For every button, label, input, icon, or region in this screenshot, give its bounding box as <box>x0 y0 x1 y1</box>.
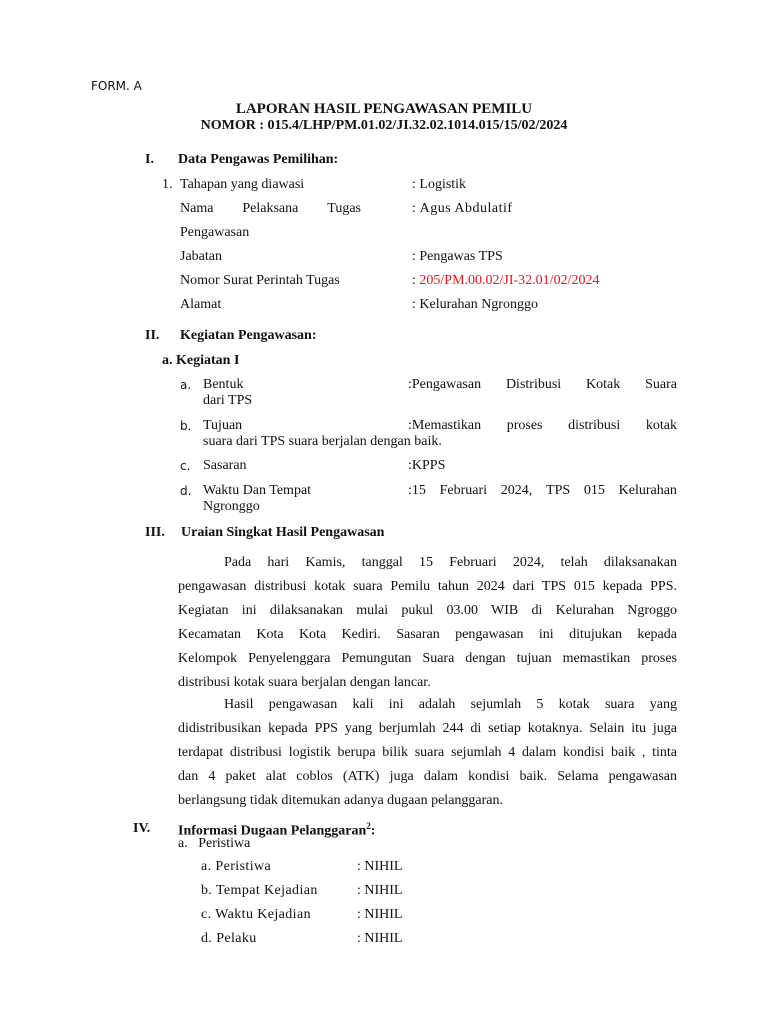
label-peristiwa: a. Peristiwa <box>201 859 272 874</box>
value-waktu-tempat: :15 Februari 2024, TPS 015 Kelurahan <box>408 483 677 498</box>
label-alamat: Alamat <box>180 297 222 312</box>
label-nama-pelaksana: Nama Pelaksana Tugas <box>180 201 361 216</box>
label-nama-pelaksana-cont: Pengawasan <box>180 225 250 240</box>
paragraph-1-line: Kecamatan Kota Kota Kediri. Sasaran pengawasan ini ditujukan kepada <box>178 627 677 642</box>
value-bentuk: :Pengawasan Distribusi Kotak Suara <box>408 377 677 392</box>
value-tahapan: : Logistik <box>412 177 467 192</box>
section-1-number: I. <box>145 152 154 167</box>
form-label: FORM. A <box>91 79 142 93</box>
kegiatan-subheading: a. Kegiatan I <box>162 353 240 368</box>
paragraph-1-line: Kelompok Penyelenggara Pemungutan Suara dengan tujuan memastikan proses <box>178 651 677 666</box>
item-c-letter: c. <box>180 459 191 473</box>
paragraph-1-line: distribusi kotak suara berjalan dengan lancar. <box>178 675 431 690</box>
label-bentuk: Bentuk <box>203 377 244 392</box>
section-3-number: III. <box>145 525 165 540</box>
label-waktu-tempat: Waktu Dan Tempat <box>203 483 312 498</box>
paragraph-2-line: dan 4 paket alat coblos (ATK) juga dalam kondisi baik. Selama pengawasan <box>178 769 677 784</box>
value-waktu-tempat-cont: Ngronggo <box>203 499 260 514</box>
paragraph-2 <box>178 693 677 813</box>
section-1-item-number: 1. <box>162 177 173 192</box>
value-jabatan: : Pengawas TPS <box>412 249 503 264</box>
label-waktu-kejadian: c. Waktu Kejadian <box>201 907 311 922</box>
label-nomor-surat: Nomor Surat Perintah Tugas <box>180 273 340 288</box>
item-d-letter: d. <box>180 484 192 498</box>
value-tujuan-cont: suara dari TPS suara berjalan dengan baik. <box>203 434 442 449</box>
paragraph-2-line: Hasil pengawasan kali ini adalah sejumlah 5 kotak suara yang <box>224 697 677 712</box>
document-number: NOMOR : 015.4/LHP/PM.01.02/JI.32.02.1014.015/15/02/2024 <box>200 118 568 133</box>
label-jabatan: Jabatan <box>180 249 222 264</box>
label-tahapan: Tahapan yang diawasi <box>180 177 305 192</box>
section-1-heading: Data Pengawas Pemilihan: <box>178 152 339 167</box>
section-4-number: IV. <box>133 821 151 836</box>
value-tempat-kejadian: : NIHIL <box>357 883 403 898</box>
paragraph-2-line: terdapat distribusi logistik berupa bilik suara sejumlah 4 dalam kondisi baik , tinta <box>178 745 677 760</box>
paragraph-1-line: pengawasan distribusi kotak suara Pemilu tahun 2024 dari TPS 015 kepada PPS. <box>178 579 677 594</box>
label-tempat-kejadian: b. Tempat Kejadian <box>201 883 318 898</box>
section-4-subheading: a. Peristiwa <box>178 836 251 851</box>
paragraph-2-line: berlangsung tidak ditemukan adanya dugaan pelanggaran. <box>178 793 503 808</box>
document-title: LAPORAN HASIL PENGAWASAN PEMILU <box>235 101 533 117</box>
item-a-letter: a. <box>180 378 192 392</box>
section-4-heading: Informasi Dugaan Pelanggaran$^2$: <box>178 821 376 839</box>
paragraph-1-line: Pada hari Kamis, tanggal 15 Februari 2024, telah dilaksanakan <box>224 555 677 570</box>
section-2-heading: Kegiatan Pengawasan: <box>180 328 317 343</box>
value-tujuan: :Memastikan proses distribusi kotak <box>408 418 677 433</box>
value-pelaku: : NIHIL <box>357 931 403 946</box>
paragraph-2-line: didistribusikan kepada PPS yang berjumlah 244 di setiap kotaknya. Selain itu juga <box>178 721 677 736</box>
label-pelaku: d. Pelaku <box>201 931 257 946</box>
paragraph-1-line: Kegiatan ini dilaksanakan mulai pukul 03.00 WIB di Kelurahan Ngroggo <box>178 603 677 618</box>
section-2-number: II. <box>145 328 160 343</box>
item-b-letter: b. <box>180 419 192 433</box>
section-3-heading: Uraian Singkat Hasil Pengawasan <box>181 525 385 540</box>
value-waktu-kejadian: : NIHIL <box>357 907 403 922</box>
label-sasaran: Sasaran <box>203 458 247 473</box>
footnote-marker: 2 <box>366 821 371 831</box>
value-bentuk-cont: dari TPS <box>203 393 253 408</box>
value-alamat: : Kelurahan Ngronggo <box>412 297 538 312</box>
nomor-surat-red-text: 205/PM.00.02/JI-32.01/02/2024 <box>419 273 600 288</box>
value-peristiwa: : NIHIL <box>357 859 403 874</box>
value-nomor-surat: : 205/PM.00.02/JI-32.01/02/2024 <box>412 273 600 288</box>
value-sasaran: :KPPS <box>408 458 446 473</box>
value-nama-pelaksana: : Agus Abdulatif <box>412 201 513 216</box>
label-tujuan: Tujuan <box>203 418 243 433</box>
paragraph-1 <box>178 551 677 695</box>
